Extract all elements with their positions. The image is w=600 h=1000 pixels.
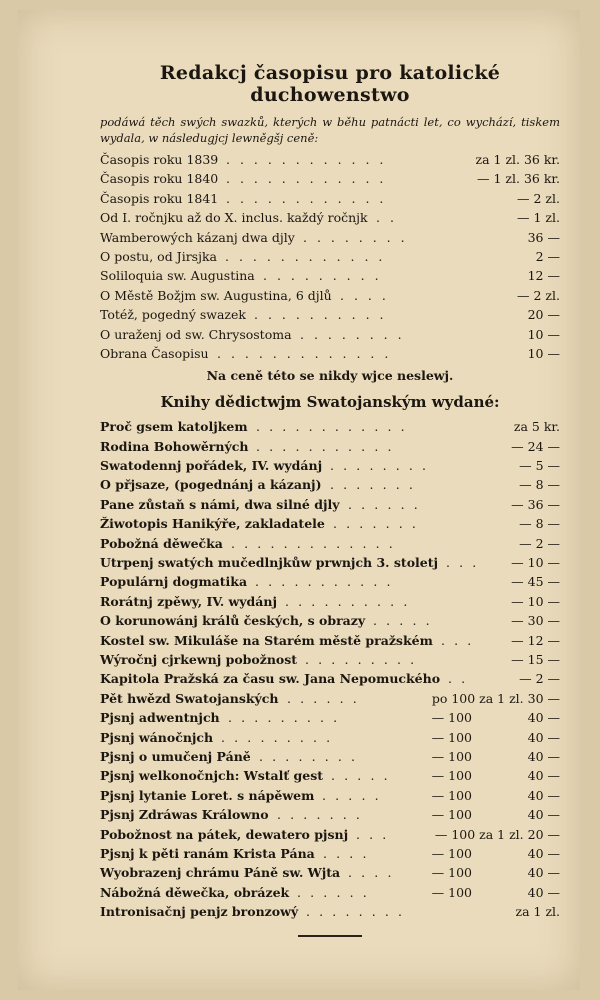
intro-paragraph: podáwá těch swých swazků, kterých w běhu patnácti let, co wychází, tiskem wydala, w následugjcj lewněgšj ceně: xyxy=(100,115,560,145)
item-label: Pane zůstaň s námi, dwa silné djly xyxy=(100,496,340,512)
list-item xyxy=(100,592,560,611)
page-title: Redakcj časopisu pro katolické duchowenstwo xyxy=(159,62,501,106)
item-label: Časopis roku 1839 xyxy=(100,152,219,167)
price-list-books xyxy=(100,417,560,921)
list-item xyxy=(100,825,560,844)
price-note: Na ceně této se nikdy wjce neslewj. xyxy=(206,368,454,384)
list-item xyxy=(100,475,560,494)
item-price: po 100 za 1 zl. 30 — xyxy=(431,690,560,706)
dot-leader: . . . . . . . . . xyxy=(305,651,417,667)
dot-leader: . . . . . . . . xyxy=(306,904,405,920)
dot-leader: . . . . . . . . xyxy=(259,748,358,764)
list-item xyxy=(100,766,560,785)
dot-leader: . . . . . . . . . . . . xyxy=(226,152,387,167)
item-price: — 8 — xyxy=(519,477,560,493)
item-label: Totéž, pogedný swazek xyxy=(100,307,246,323)
item-price: — 2 zl. xyxy=(517,190,560,206)
list-item xyxy=(100,902,560,921)
dot-leader: . . . . . xyxy=(373,613,433,629)
dot-leader: . . . . . . xyxy=(287,690,360,706)
item-price: — 8 — xyxy=(519,516,560,532)
dot-leader: . . . . . . . . . xyxy=(263,268,382,284)
price-list-periodicals xyxy=(100,150,560,363)
item-label: Časopis roku 1841 xyxy=(100,190,219,206)
item-price: — 1 zl. 36 kr. xyxy=(477,171,560,187)
dot-leader: . . . . xyxy=(323,845,370,861)
dot-leader: . . . xyxy=(446,555,479,571)
item-label: Pět hwězd Swatojanských xyxy=(100,690,279,706)
list-item xyxy=(100,150,560,169)
list-item xyxy=(100,305,560,324)
item-price: 36 — xyxy=(527,229,560,245)
list-item xyxy=(100,495,560,514)
item-label: Pjsnj wánočnjch xyxy=(100,729,214,745)
list-item xyxy=(100,786,560,805)
item-label: Pjsnj adwentnjch xyxy=(100,710,220,726)
item-label: Pjsnj o umučenj Páně xyxy=(100,748,251,764)
item-label: O Městě Božjm sw. Augustina, 6 djlů xyxy=(100,287,332,303)
item-label: O postu, od Jirsjka xyxy=(100,248,217,264)
list-item xyxy=(100,417,560,436)
item-label: Utrpenj swatých mučedlnjkůw prwnjch 3. stoletj xyxy=(100,555,439,571)
dot-leader: . . . . . . . . . xyxy=(221,729,333,745)
dot-leader: . . . . . . . . . . . . xyxy=(256,419,408,435)
dot-leader: . . . . . . . . xyxy=(330,458,429,474)
dot-leader: . . . xyxy=(356,826,389,842)
item-price: — 10 — xyxy=(511,593,560,609)
dot-leader: . . . . . . . . . xyxy=(228,710,340,726)
dot-leader: . . . . . . . . xyxy=(300,326,405,342)
list-item xyxy=(100,572,560,591)
dot-leader: . . . . . . xyxy=(297,884,370,900)
list-item xyxy=(100,631,560,650)
item-label: Kapitola Pražská za času sw. Jana Nepomuckého xyxy=(100,671,441,687)
list-item xyxy=(100,689,560,708)
item-label: Wamberowých kázanj dwa djly xyxy=(100,229,295,245)
item-price: — 2 zl. xyxy=(517,287,560,303)
list-item xyxy=(100,611,560,630)
dot-leader: . . . . . . . xyxy=(333,516,419,532)
list-item xyxy=(100,669,560,688)
dot-leader: . . . . . xyxy=(331,768,391,784)
list-item xyxy=(100,344,560,363)
item-price: — 100 40 — xyxy=(431,865,560,881)
document-page xyxy=(18,10,580,990)
closing-rule xyxy=(298,935,362,937)
item-label: Rodina Bohowěrných xyxy=(100,438,249,454)
dot-leader: . . . . . . . . . . . . . xyxy=(217,345,392,361)
list-item xyxy=(100,189,560,208)
list-item xyxy=(100,553,560,572)
list-item xyxy=(100,805,560,824)
item-price: — 2 — xyxy=(519,535,560,551)
item-label: Časopis roku 1840 xyxy=(100,171,219,187)
item-label: O korunowánj králů českých, s obrazy xyxy=(100,613,366,629)
item-label: Soliloquia sw. Augustina xyxy=(100,268,255,284)
item-label: Wýročnj cjrkewnj pobožnost xyxy=(100,651,298,667)
dot-leader: . . . . . . . xyxy=(277,807,363,823)
item-label: Pobožnost na pátek, dewatero pjsnj xyxy=(100,826,349,842)
list-item xyxy=(100,286,560,305)
list-item xyxy=(100,844,560,863)
item-label: O uraženj od sw. Chrysostoma xyxy=(100,326,292,342)
list-item xyxy=(100,228,560,247)
dot-leader: . . xyxy=(376,210,397,226)
item-price: — 5 — xyxy=(519,458,560,474)
item-label: Populárnj dogmatika xyxy=(100,574,248,590)
list-item xyxy=(100,747,560,766)
dot-leader: . . . . . . . . . . xyxy=(254,307,387,323)
document-content xyxy=(100,62,560,937)
list-item xyxy=(100,456,560,475)
section-title: Knihy dědictwjm Swatojanským wydané: xyxy=(160,393,500,412)
item-price: — 100 40 — xyxy=(431,748,560,764)
dot-leader: . . . . . . . xyxy=(330,477,416,493)
item-price: — 2 — xyxy=(519,671,560,687)
item-price: 12 — xyxy=(527,268,560,284)
item-label: Od I. ročnjku až do X. inclus. každý ročnjk xyxy=(100,210,368,226)
list-item xyxy=(100,883,560,902)
item-label: Proč gsem katoljkem xyxy=(100,419,248,435)
item-price: — 1 zl. xyxy=(517,210,560,226)
list-item xyxy=(100,650,560,669)
item-price: — 100 40 — xyxy=(431,768,560,784)
item-label: Swatodennj pořádek, IV. wydánj xyxy=(100,458,323,474)
item-price: — 100 40 — xyxy=(431,729,560,745)
list-item xyxy=(100,863,560,882)
list-item xyxy=(100,208,560,227)
dot-leader: . . . . . . . . . . . xyxy=(256,438,395,454)
item-price: — 36 — xyxy=(511,496,560,512)
item-price: — 12 — xyxy=(511,632,560,648)
item-price: 20 — xyxy=(527,307,560,323)
list-item xyxy=(100,437,560,456)
item-price: 2 — xyxy=(535,248,560,264)
list-item xyxy=(100,534,560,553)
dot-leader: . . . . . xyxy=(322,787,382,803)
dot-leader: . . . . . . . . . . . . xyxy=(226,171,387,187)
dot-leader: . . . . . . . . . . . . . xyxy=(231,535,396,551)
item-price: — 10 — xyxy=(511,555,560,571)
list-item xyxy=(100,169,560,188)
dot-leader: . . . . . . . . . . . xyxy=(255,574,394,590)
item-price: za 1 zl. 36 kr. xyxy=(475,152,560,167)
item-price: — 100 40 — xyxy=(431,884,560,900)
item-price: — 100 40 — xyxy=(431,807,560,823)
item-label: Pjsnj welkonočnjch: Wstalť gest xyxy=(100,768,324,784)
item-label: Nábožná děwečka, obrázek xyxy=(100,884,290,900)
list-item xyxy=(100,247,560,266)
dot-leader: . . . . xyxy=(348,865,395,881)
list-item xyxy=(100,728,560,747)
item-label: Rorátnj zpěwy, IV. wydánj xyxy=(100,593,278,609)
item-label: Wyobrazenj chrámu Páně sw. Wjta xyxy=(100,865,341,881)
item-price: za 1 zl. xyxy=(515,904,560,920)
item-price: — 30 — xyxy=(511,613,560,629)
dot-leader: . . . xyxy=(441,632,474,648)
item-price: — 100 40 — xyxy=(431,845,560,861)
list-item xyxy=(100,266,560,285)
item-label: Kostel sw. Mikuláše na Starém městě pražském xyxy=(100,632,433,648)
item-price: za 5 kr. xyxy=(513,419,560,435)
item-label: Pjsnj Zdráwas Králowno xyxy=(100,807,269,823)
item-label: Žiwotopis Hanikýře, zakladatele xyxy=(100,516,325,532)
dot-leader: . . . . . . . . . . . . xyxy=(226,190,387,206)
item-price: — 24 — xyxy=(511,438,560,454)
list-item xyxy=(100,325,560,344)
dot-leader: . . . . . . . . . . xyxy=(285,593,410,609)
item-label: Obrana Časopisu xyxy=(100,345,209,361)
item-price: — 45 — xyxy=(511,574,560,590)
item-price: 10 — xyxy=(527,345,560,361)
dot-leader: . . . . xyxy=(340,287,389,303)
item-price: — 100 40 — xyxy=(431,787,560,803)
item-price: — 100 40 — xyxy=(431,710,560,726)
dot-leader: . . . . . . . . xyxy=(303,229,408,245)
item-price: — 15 — xyxy=(511,651,560,667)
item-price: — 100 za 1 zl. 20 — xyxy=(434,826,560,842)
item-label: Intronisačnj penjz bronzowý xyxy=(100,904,299,920)
item-label: Pjsnj lytanie Loret. s nápěwem xyxy=(100,787,315,803)
item-label: O přjsaze, (pogednánj a kázanj) xyxy=(100,477,322,493)
dot-leader: . . . . . . xyxy=(348,496,421,512)
dot-leader: . . . . . . . . . . . . xyxy=(225,248,386,264)
list-item xyxy=(100,514,560,533)
item-label: Pjsnj k pěti ranám Krista Pána xyxy=(100,845,315,861)
item-label: Pobožná děwečka xyxy=(100,535,223,551)
list-item xyxy=(100,708,560,727)
item-price: 10 — xyxy=(527,326,560,342)
dot-leader: . . xyxy=(448,671,468,687)
